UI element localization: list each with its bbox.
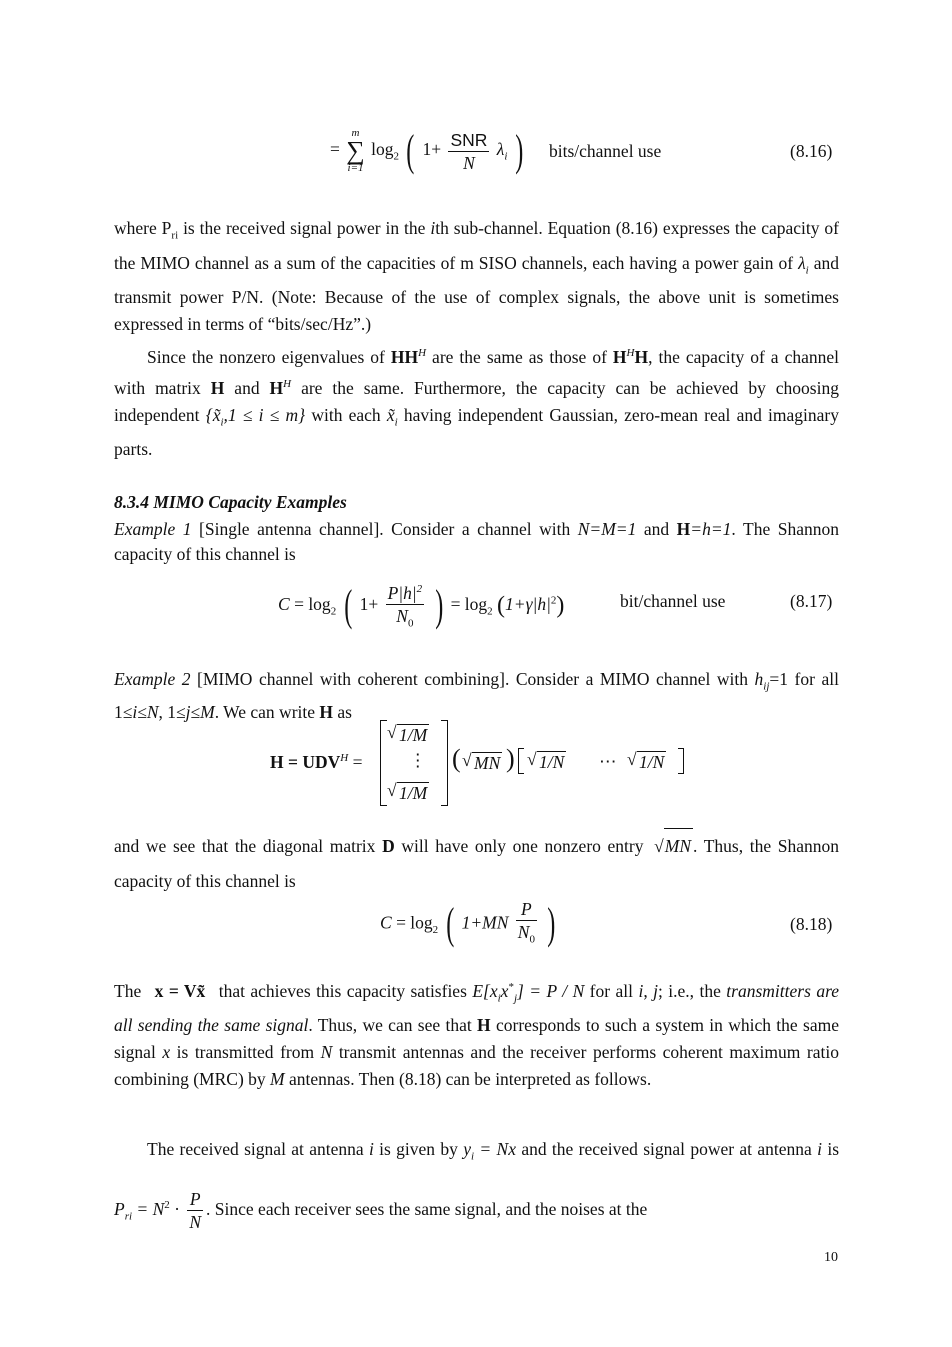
eq17-base2: 2 [487,605,493,618]
log-text: log [371,139,394,160]
p5-t5: . Since each receiver sees the same signal, and the noises at the [206,1198,648,1219]
p2-t4: , the capacity of a channel with matrix [114,346,839,398]
eq18-one-plus: 1+MN [461,912,509,933]
p5-t1: The received signal at antenna [147,1139,369,1159]
ex1-label: Example 1 [114,519,192,539]
eq18-den-sub: 0 [529,933,535,946]
p4-h: H [477,1015,491,1036]
p1-text-a: where P [114,218,172,238]
p2-set-rest: ,1 ≤ i ≤ m} [223,404,306,425]
eq17-eq: = [294,594,304,615]
p4-sub-i: i [497,992,501,1005]
svd-lhs-sup: H [340,752,349,765]
p4-expr-rest: ] = P / N [517,980,585,1001]
p4-x: x = Vx̃ [154,980,206,1001]
p4-expr: E[x [472,980,498,1001]
p2-set: {x̃ [205,404,221,425]
p2-t5: and [224,377,270,398]
eq18-den-text: N [517,922,530,942]
p3-t1: and we see that the diagonal matrix [114,836,383,856]
eq18-num: P [516,898,537,921]
p4-j: j [653,980,658,1001]
p2-set-sub: i [220,416,224,429]
p2-h1: H [612,346,627,367]
eq-8-17-number: (8.17) [790,591,833,611]
p2-hh: HH [390,346,419,367]
paragraph-3 [114,828,839,899]
sum-lower: i=1 [347,162,364,174]
p1-text-c: th sub-channel. Equation (8.16) expresses the capacity of the MIMO channel as a sum of the capacities of m SISO channels, each having a power gain of [114,218,839,273]
sum-symbol: ∑ [346,136,365,165]
ex1-text: [Single antenna channel]. Consider a channel with [191,519,578,539]
example-1 [114,517,839,567]
ex2-hij: h [754,669,764,689]
p5-y-sub: i [471,1150,475,1163]
p4-t2: that achieves this capacity satisfies [213,980,473,1001]
p5-y: y [463,1139,471,1159]
eq-8-17-unit: bit/channel use [620,591,726,611]
paragraph-5 [114,1125,839,1240]
eq18-eq: = log [396,912,433,933]
p2-xt-sub: i [394,416,398,429]
p1-lambda: λ [798,252,806,273]
col-top-text: 1/M [399,725,428,745]
eq17-num-sup: 2 [416,583,423,595]
p1-lambda-sub: i [805,264,809,276]
ex2-r4: ≤ [190,701,201,722]
eq17-lparen2: ( [497,592,506,619]
p2-t7: with each [305,404,387,425]
row-b: √ 1/N [627,749,665,772]
ex1-and: and [636,519,677,539]
one-plus: 1+ [422,139,442,160]
row-vector-bracket [518,748,684,774]
eq-8-18-number: (8.18) [790,914,833,934]
lambda: λ [496,139,505,160]
eq17-rparen: ) [434,581,443,631]
p5-i2: i [817,1139,822,1159]
eq17-rparen2: ) [556,592,565,619]
p5-t4: is [822,1139,840,1159]
p1-text-b: is the received signal power in the [178,218,431,238]
p2-t8: having independent Gaussian, zero-mean real and imaginary parts. [114,404,839,460]
ex2-j: j [185,701,191,722]
p4-star: * [508,981,514,993]
p4-t8: is transmitted from [170,1042,321,1063]
p4-t3: for all [584,980,639,1001]
p5-t2: is given by [373,1139,464,1159]
eq17-fraction [386,578,425,634]
col-bot-text: 1/M [399,783,428,803]
p4-t5: ; i.e., the [658,980,727,1001]
p5-dot: · [169,1198,185,1219]
snr-numerator: SNR [450,129,488,150]
example-2 [114,667,839,725]
eq18-den [516,921,537,951]
p4-i: i [638,980,644,1001]
p2-h2: H [634,346,649,367]
p4-t6: . Thus, we can see that [308,1015,478,1036]
p2-sup: H [418,347,427,359]
eq-8-16-unit: bits/channel use [549,141,662,161]
equation-8-17 [278,578,564,634]
ex2-hij-sub: ij [763,680,770,693]
eq18-fraction [516,898,537,951]
ex2-i: i [132,701,138,722]
col-bot: √ 1/M [387,780,428,803]
eq17-mid: 1+γ|h| [505,594,551,615]
svd-lhs [270,752,362,773]
eq17-base: 2 [330,605,337,618]
right-paren: ) [515,126,524,175]
lambda-sub: i [504,150,508,163]
ex2-text: [MIMO channel with coherent combining]. Consider a MIMO channel with [190,669,755,689]
column-vector-bracket [380,720,448,806]
eq18-base: 2 [432,923,439,936]
eq17-num [386,578,425,605]
p5-p-sup: 2 [164,1198,170,1211]
p2-xt: x̃ [386,404,395,425]
p2-h3: H [210,377,225,398]
ex1-cond: N=M=1 [577,519,637,539]
ex2-n: N [146,701,159,722]
p4-t1: The [114,980,147,1001]
ex1-rest: . The Shannon capacity of this channel is [114,519,839,564]
p5-frac-num: P [187,1188,203,1211]
p5-i: i [368,1139,374,1159]
p1-sub: ri [171,229,179,242]
p3-t3: . Thus, the Shannon capacity of this channel is [114,836,839,891]
ex2-r5: . We can write [214,701,320,722]
p4-n: N [320,1042,333,1063]
p2-sup2: H [626,347,635,359]
p2-h4: H [269,377,284,398]
ex2-label: Example 2 [114,669,191,689]
p1-i: i [430,218,436,238]
snr-fraction [448,129,489,174]
eq17-lparen: ( [343,581,352,631]
p4-t7: corresponds to such a system in which the same signal [114,1015,839,1063]
p4-italic: transmitters are all sending the same signal [114,980,839,1036]
summation [346,128,365,174]
page-number: 10 [824,1250,838,1265]
p2-t2: are the same as those of [426,346,613,367]
svd-lhs-text: H = UDV [270,752,341,772]
ex1-h: H [676,519,691,539]
p5-p: P [114,1198,125,1219]
paragraph-4 [114,974,839,1105]
equation-8-18 [380,898,559,951]
ex2-r6: as [333,701,352,722]
ex1-hcond: =h=1 [690,519,732,539]
eq17-den [386,605,425,635]
section-heading: 8.3.4 MIMO Capacity Examples [114,492,347,512]
p2-t1: Since the nonzero eigenvalues of [147,346,391,367]
ex2-r3: , 1≤ [158,701,186,722]
p5-p-eq: = N [132,1198,165,1219]
p3-t2: will have only one nonzero entry [394,836,651,856]
eq17-num-text: P|h| [387,582,417,603]
eq17-mid-sup: 2 [550,594,557,607]
p2-t6: are the same. Furthermore, the capacity can be achieved by choosing independent [114,377,839,425]
eq17-den-text: N [396,605,408,626]
p4-t4: , [643,980,654,1001]
p5-y-rest: = Nx [474,1139,516,1159]
eq17-eq2: = log [450,594,488,615]
p3-mn: √ MN [664,828,693,864]
ex2-r2: ≤ [137,701,147,722]
p3-d: D [382,836,395,856]
p5-fraction [187,1188,203,1233]
eq-8-16-number: (8.16) [790,141,833,161]
log-base: 2 [393,150,400,163]
ex2-r1: =1 for all 1≤ [114,669,839,722]
row-a: √ 1/N [527,749,565,772]
col-top: √ 1/M [387,722,428,745]
eq17-den-sub: 0 [407,617,414,630]
p5-t3: and the received signal power at antenna [515,1139,818,1159]
eq17-log: log [308,594,331,615]
p4-xv: x [162,1042,171,1063]
mid-text: MN [474,753,501,773]
eq18-c: C [380,912,392,933]
p4-sub-j: j [513,992,517,1005]
mid-lparen: ( [452,744,461,773]
eq18-rparen: ) [547,899,556,949]
eq17-one-plus: 1+ [359,594,379,615]
n-denominator: N [463,152,475,173]
svd-eq: = [352,752,363,772]
p4-m: M [270,1069,285,1090]
equation-8-16 [330,128,526,174]
svd-equation [270,718,690,810]
eq17-c: C [278,594,290,615]
p4-line-1 [114,974,839,1093]
ex2-m: M [200,701,215,722]
row-dots: ⋯ [599,751,617,771]
row-b-text: 1/N [639,752,665,772]
mid-rparen: ) [506,744,515,773]
p4-x2: x [500,980,509,1001]
sum-upper: m [351,127,360,139]
ex2-h: H [319,701,334,722]
paragraph-2 [114,340,839,463]
mid-sqrt: √ MN [462,750,501,773]
col-dots: ⋮ [409,750,427,770]
eq18-lparen: ( [445,899,454,949]
p4-t10: antennas. Then (8.18) can be interpreted as follows. [284,1069,652,1090]
p1-text-d: and transmit power P/N. (Note: Because of the use of complex signals, the above unit is sometimes expressed in terms of “bits/sec/Hz”.) [114,252,839,334]
left-paren: ( [406,126,415,175]
paragraph-1 [114,215,839,338]
p4-t9: transmit antennas and the receiver performs coherent maximum ratio combining (MRC) by [114,1042,839,1090]
equals-sign: = [330,139,340,160]
p5-p-sub: ri [124,1209,133,1222]
p2-sup3: H [283,377,292,390]
p5-frac-den: N [189,1211,202,1232]
row-a-text: 1/N [539,752,565,772]
